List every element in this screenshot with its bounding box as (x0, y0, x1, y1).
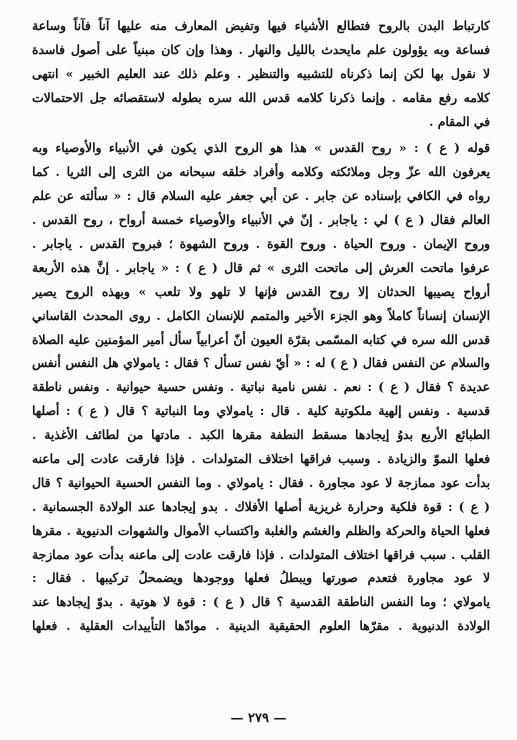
text-line: ( ع ) : قوة فلكية وحرارة غريزية أصلها الأفلاك . بدو إيجادها عند الولادة الجسمانية . (32, 498, 490, 514)
text-line: يعرفون الله عزّ وجل وملائكته وكلامه وأفراد خلقه سبحانه من الثرى إلى الثريا . كما (32, 164, 490, 180)
text-line: أرواح يصيبها الحدثان إلا روح القدس فإنها لا تلهو ولا تلعب » وبهذه الروح يصير (32, 283, 490, 299)
text-line: بدأت عود ممازجة لا عود مجاورة . فقال : يامولاي . وما النفس الحسية الحيوانية ؟ قال (32, 474, 490, 490)
text-line: والسلام عن النفس فقال ( ع ) له : « أيّ نفس تسأل ؟ فقال : يامولاي هل النفس أنفس (32, 355, 490, 371)
paragraph-2 (32, 136, 490, 638)
text-line: لا نقول بها لكن إنما ذكرناه للتشبيه والتنظير . وعلم ذلك عند العليم الخبير » انتهى (32, 65, 490, 81)
text-line: القلب . سبب فراقها اختلاف المتولدات . فإذا فارقت عادت إلى ماعنه بدأت عود ممازجة (32, 546, 490, 562)
text-line: في المقام . (429, 113, 490, 129)
page-text (32, 14, 490, 638)
text-line: كارتباط البدن بالروح فتطالع الأشياء فيها وتفيض المعارف منه عليها آناً فآناً وساعة (32, 18, 490, 33)
text-line: عرفوا ماتحت العرش إلى ماتحت الثرى » ثم قال ( ع ) : « ياجابر . إنَّ هذه الأربعة (32, 259, 490, 275)
text-line: فعلها النموّ والزيادة . وسبب فراقها اختلاف المتولدات . فإذا فارقت عادت إلى ماعنه (32, 451, 490, 467)
text-line: رواه في الكافي بإسناده عن جابر . عن أبي جعفر عليه السلام قال : « سألته عن علم (32, 188, 490, 204)
text-line: كلامه رفع مقامه . وإنما ذكرنا كلامه قدس الله سره بطوله لاستقصائه جل الاحتمالات (32, 89, 490, 105)
text-line: فساعة وبه يؤولون علم مايحدث بالليل والنهار . وهذا وإن كان مبنياً على أصول فاسدة (32, 41, 490, 57)
page-number: — ٢٧٩ — (230, 711, 287, 726)
text-line: وروح الإيمان . وروح الحياة . وروح القوة . وروح الشهوة ؛ فبروح القدس . ياجابر . (32, 236, 490, 252)
text-line: العالم فقال ( ع ) لي : ياجابر . إنّ في الأنبياء والأوصياء خمسة أرواح ، روح القدس . (32, 212, 490, 228)
text-line: الطبائع الأربع بدوُ إيجادها مسقط النطفة مقرها الكبد . مادتها من لطائف الأغذية . (32, 427, 490, 443)
text-line: قوله ( ع ) : « روح القدس » هذا هو الروح الذي يكون في الأنبياء والأوصياء وبه (32, 140, 490, 156)
text-line: قدس الله سره في كتابه المسّمى بقرّة العيون أنّ أعرابياً سأل أمير المؤمنين عليه الصلاة (32, 331, 490, 347)
text-line: الإنسان إنساناً كاملاً وهو الجزء الأخير والمتمم للإنسان الكامل . روى المحدث القاساني (32, 307, 490, 323)
text-line: قدسية . ونفس إلهية ملكوتية كلية . قال : يامولاي وما النباتية ؟ قال ( ع ) : أصلها (32, 403, 490, 419)
text-line: الولادة الدنيوية . مقرّها العلوم الحقيقية الدينية . موادّها التأييدات العقلية . فعلها (32, 618, 490, 634)
text-line: فعلها الحياة والحركة والظلم والغشم والغلبة واكتساب الأموال والشهوات الدنيوية . مقرها (32, 522, 490, 538)
text-line: لا عود مجاورة فتعدم صورتها ويبطلُ فعلها ووجودها ويضمحلُ تركيبها . فقال : (32, 570, 490, 586)
text-line: يامولاي ؛ وما النفس الناطقة القدسية ؟ قال ( ع ) : قوة لا هوتية . بدوّ إيجادها عند (32, 594, 490, 610)
paragraph-1 (32, 14, 490, 133)
text-line: عديدة ؟ فقال ( ع ) : نعم . نفس نامية نباتية . ونفس حسية حيوانية . ونفس ناطقة (32, 379, 490, 395)
